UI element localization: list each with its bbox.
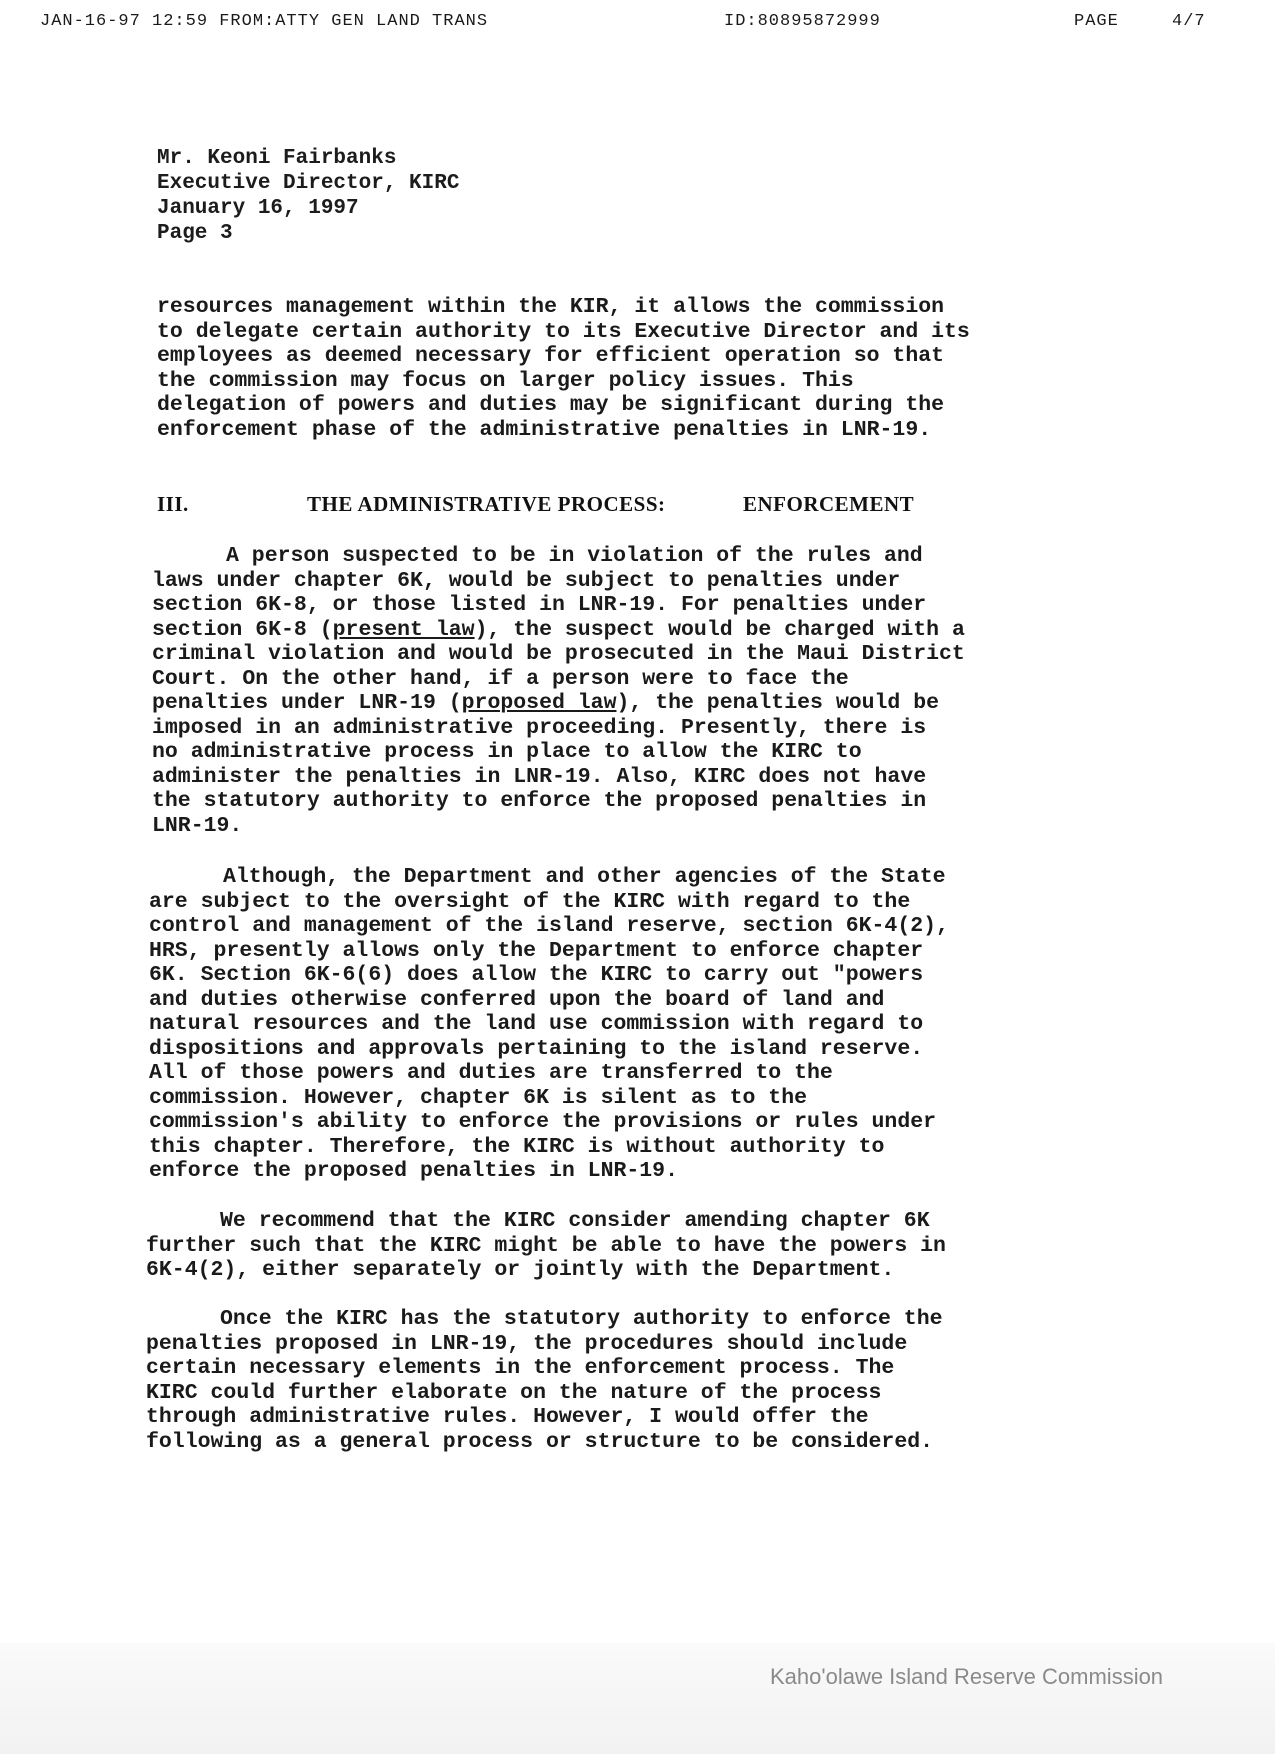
text-line: LNR-19. — [152, 813, 243, 838]
text-line: enforcement phase of the administrative penalties in LNR-19. — [157, 417, 932, 442]
letter-page: Page 3 — [157, 222, 233, 245]
fax-page-number: 4/7 — [1172, 12, 1206, 31]
text-fragment: ), the suspect would be charged with a — [474, 617, 965, 642]
text-fragment: penalties under LNR-19 ( — [152, 691, 462, 715]
text-line: KIRC could further elaborate on the nature of the process — [146, 1380, 882, 1405]
text-line: Once the KIRC has the statutory authority to enforce the — [220, 1307, 943, 1331]
recipient-name: Mr. Keoni Fairbanks — [157, 147, 397, 170]
text-line: 6K-4(2), either separately or jointly with the Department. — [146, 1258, 895, 1282]
fax-id: ID:80895872999 — [724, 12, 881, 31]
text-line: commission's ability to enforce the provisions or rules under — [149, 1110, 937, 1134]
text-line: section 6K-8, or those listed in LNR-19. For penalties under — [152, 593, 927, 617]
underlined-term: present law — [332, 617, 475, 642]
text-line: A person suspected to be in violation of the rules and — [226, 544, 923, 568]
letter-header — [157, 146, 459, 246]
text-line: We recommend that the KIRC consider amending chapter 6K — [220, 1209, 930, 1233]
paragraph-procedures — [146, 1307, 943, 1454]
archive-watermark: Kaho'olawe Island Reserve Commission — [770, 1664, 1164, 1689]
fax-page-label: PAGE — [1074, 12, 1119, 31]
text-line: control and management of the island reserve, section 6K-4(2), — [149, 914, 949, 938]
text-line: All of those powers and duties are transferred to the — [149, 1061, 833, 1085]
text-line: Court. On the other hand, if a person were to face the — [152, 666, 849, 691]
text-line: this chapter. Therefore, the KIRC is without authority to — [149, 1134, 885, 1159]
text-line: are subject to the oversight of the KIRC with regard to the — [149, 889, 911, 914]
letter-date: January 16, 1997 — [157, 197, 359, 220]
text-line: certain necessary elements in the enforcement process. The — [146, 1356, 895, 1380]
fax-header — [0, 12, 1275, 36]
recipient-title: Executive Director, KIRC — [157, 172, 460, 195]
text-line — [152, 618, 965, 643]
text-line: the statutory authority to enforce the proposed penalties in — [152, 789, 927, 813]
paragraph-oversight — [149, 865, 949, 1184]
text-line: dispositions and approvals pertaining to the island reserve. — [149, 1036, 924, 1061]
text-line — [152, 691, 965, 716]
text-line: enforce the proposed penalties in LNR-19. — [149, 1159, 678, 1183]
text-line: resources management within the KIR, it allows the commission — [157, 295, 945, 319]
text-line: 6K. Section 6K-6(6) does allow the KIRC to carry out "powers — [149, 963, 924, 987]
text-line: Although, the Department and other agencies of the State — [223, 865, 946, 889]
text-line: criminal violation and would be prosecuted in the Maui District — [152, 642, 965, 666]
text-line: further such that the KIRC might be able to have the powers in — [146, 1233, 946, 1258]
text-line: through administrative rules. However, I would offer the — [146, 1405, 869, 1429]
text-line: the commission may focus on larger policy issues. This — [157, 368, 854, 393]
text-line: HRS, presently allows only the Department to enforce chapter — [149, 938, 924, 963]
text-line: laws under chapter 6K, would be subject to penalties under — [152, 568, 901, 593]
text-line: employees as deemed necessary for efficient operation so that — [157, 344, 945, 368]
paragraph-recommendation — [146, 1209, 946, 1283]
text-fragment: ), the penalties would be — [616, 691, 940, 715]
text-line: to delegate certain authority to its Executive Director and its — [157, 319, 970, 344]
intro-paragraph — [157, 295, 970, 442]
section-number: III. — [157, 492, 189, 516]
text-line: penalties proposed in LNR-19, the procedures should include — [146, 1331, 908, 1356]
text-line: and duties otherwise conferred upon the board of land and — [149, 987, 885, 1012]
section-subtitle: ENFORCEMENT — [743, 492, 915, 516]
text-line: delegation of powers and duties may be significant during the — [157, 393, 945, 417]
paragraph-penalties — [152, 544, 965, 838]
text-line: imposed in an administrative proceeding. Presently, there is — [152, 715, 927, 740]
scan-bottom-margin — [0, 1643, 1275, 1754]
text-line: administer the penalties in LNR-19. Also, KIRC does not have — [152, 764, 927, 789]
underlined-term: proposed law — [461, 691, 617, 715]
text-fragment: section 6K-8 ( — [152, 617, 333, 642]
text-line: following as a general process or structure to be considered. — [146, 1429, 934, 1454]
text-line: commission. However, chapter 6K is silent as to the — [149, 1085, 808, 1110]
fax-sender-line: JAN-16-97 12:59 FROM:ATTY GEN LAND TRANS — [40, 12, 489, 31]
text-line: natural resources and the land use commission with regard to — [149, 1012, 924, 1036]
section-title: THE ADMINISTRATIVE PROCESS: — [307, 492, 666, 516]
text-line: no administrative process in place to allow the KIRC to — [152, 740, 862, 764]
